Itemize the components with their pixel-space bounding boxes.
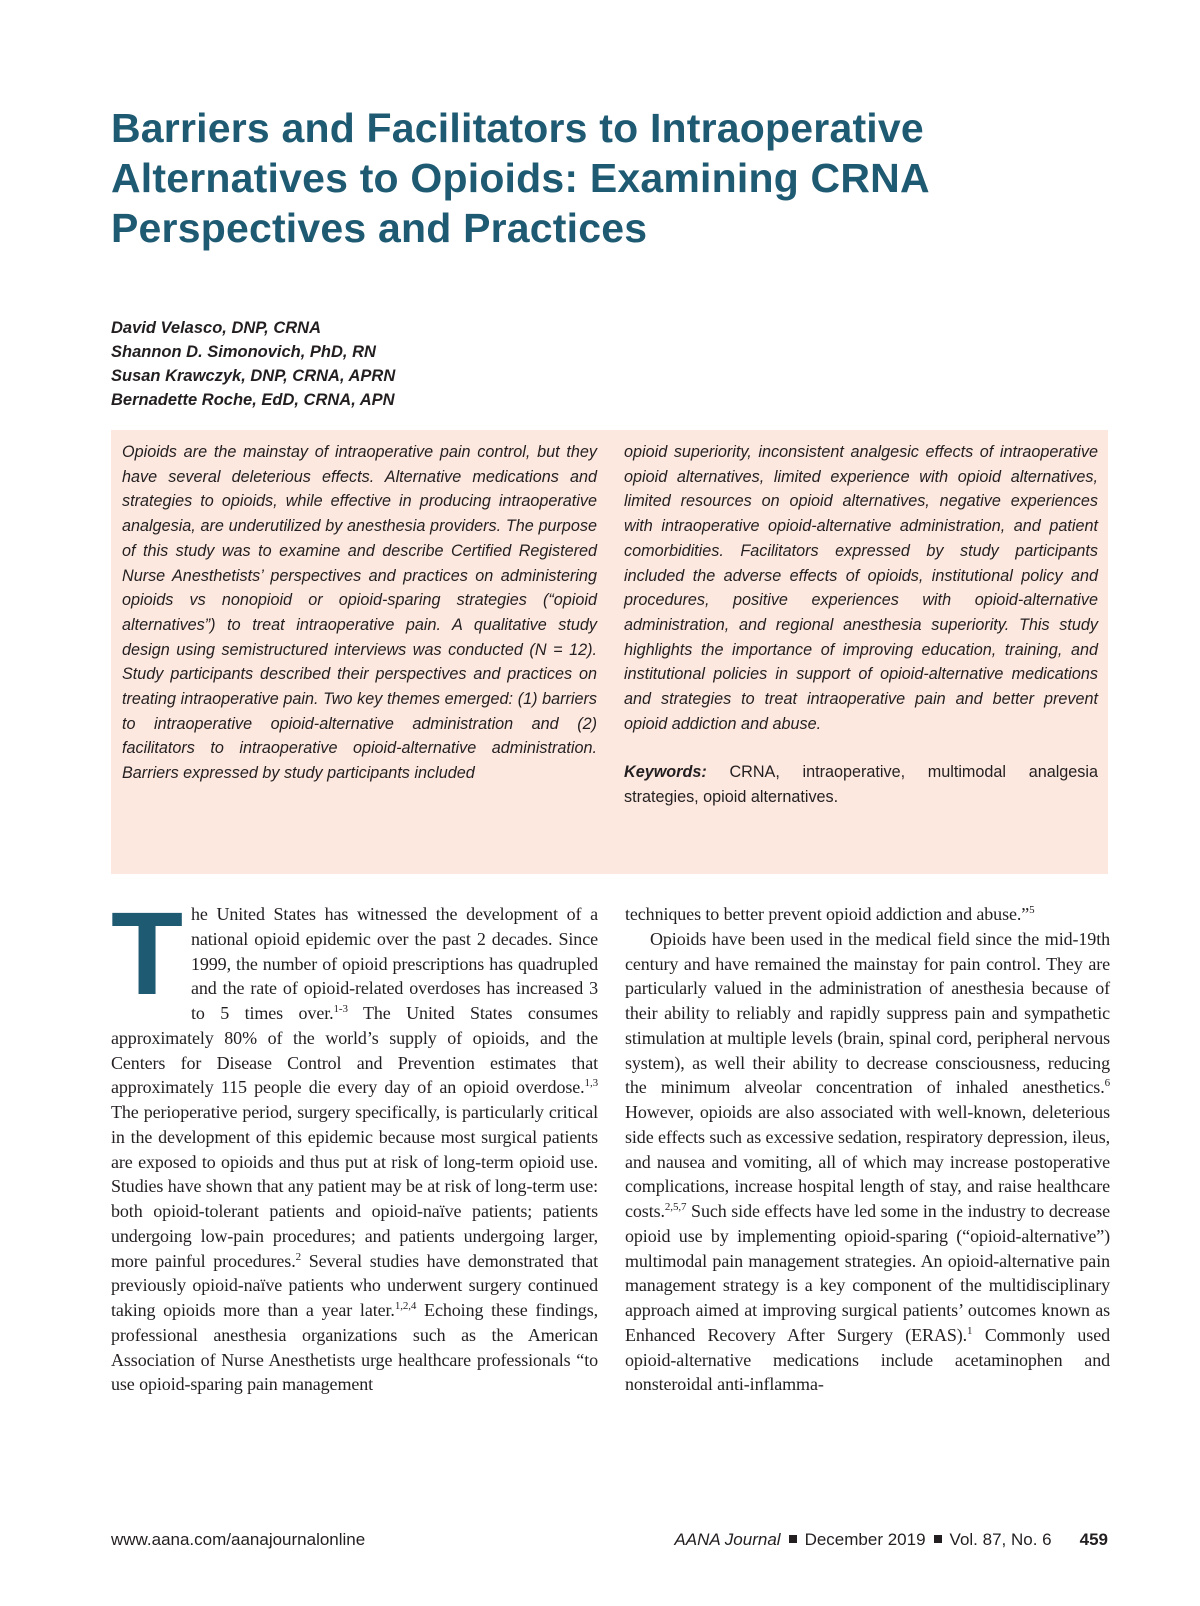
journal-info <box>674 1530 1108 1550</box>
author-name: Bernadette Roche, EdD, CRNA, APN <box>111 391 395 409</box>
body-paragraph: Opioids have been used in the medical field since the mid-19th century and have remained the mainstay for pain control. They are particularly valued in the administration of anesthesia because of their ability to reliably and rapidly suppress pain and sympathetic stimulation at multiple levels (brain, spinal cord, peripheral nervous system), as well their ability to decrease consciousness, reducing the minimum alveolar concentration of inhaled anesthetics.$^6$ However, opioids are also associated with well-known, deleterious side effects such as excessive sedation, respiratory depression, ileus, and nausea and vomiting, all of which may increase postoperative complications, increase hospital length of stay, and raise healthcare costs.$^{2,5,7}$ Such side effects have led some in the industry to decrease opioid use by implementing opioid-sparing (“opioid-alternative”) multimodal pain management strategies. An opioid-alternative pain management strategy is a key component of the multidisciplinary approach aimed at improving surgical patients’ outcomes known as Enhanced Recovery After Surgery (ERAS).$^1$ Commonly used opioid-alternative medications include acetaminophen and nonsteroidal anti-inflamma- <box>625 928 1110 1395</box>
square-bullet-icon <box>934 1535 942 1543</box>
author-name: Susan Krawczyk, DNP, CRNA, APRN <box>111 367 396 385</box>
author-name: Shannon D. Simonovich, PhD, RN <box>111 343 376 361</box>
page-number: 459 <box>1079 1530 1108 1549</box>
journal-name: AANA Journal <box>674 1530 781 1549</box>
drop-cap: T <box>111 888 183 1020</box>
author-list <box>111 316 811 412</box>
page-footer <box>111 1530 1108 1554</box>
abstract-column-left <box>122 440 597 786</box>
reference-marker: 1-3 <box>333 1003 348 1015</box>
abstract-text-left: Opioids are the mainstay of intraoperative pain control, but they have several deleterious effects. Alternative medications and strategies to opioids, while effective in producing intraoperative analgesia, are underutilized by anesthesia providers. The purpose of this study was to examine and describe Certified Registered Nurse Anesthetists’ perspectives and practices on administering opioids vs nonopioid or opioid-sparing strategies (“opioid alternatives”) to treat intraoperative pain. A qualitative study design using semistructured interviews was conducted (N = 12). Study participants described their perspectives and practices on treating intraoperative pain. Two key themes emerged: (1) barriers to intraoperative opioid-alternative administration and (2) facilitators to intraoperative opioid-alternative administration. Barriers expressed by study participants included <box>122 443 597 783</box>
abstract-column-right <box>624 440 1098 810</box>
author-name: David Velasco, DNP, CRNA <box>111 319 321 337</box>
abstract-box <box>111 430 1108 874</box>
issue-date: December 2019 <box>804 1530 926 1549</box>
keywords-label: Keywords: <box>624 763 707 782</box>
square-bullet-icon <box>789 1535 797 1543</box>
reference-marker: 6 <box>1104 1077 1110 1090</box>
body-column-right <box>625 902 1110 1397</box>
reference-marker: 1 <box>967 1324 973 1337</box>
body-paragraph: The United States has witnessed the development of a national opioid epidemic over the past 2 decades. Since 1999, the number of opioid prescriptions has quadrupled and the rate of opioid-related overdoses has increased 3 to 5 times over.$^{1-3}$ The United States consumes approximately 80% of the world’s supply of opioids, and the Centers for Disease Control and Prevention estimates that approximately 115 people die every day of an opioid overdose.$^{1,3}$ The perioperative period, surgery specifically, is particularly critical in the development of this epidemic because most surgical patients are exposed to opioids and thus put at risk of long-term opioid use. Studies have shown that any patient may be at risk of long-term use: both opioid-tolerant patients and opioid-naïve patients; patients undergoing low-pain procedures; and patients undergoing larger, more painful procedures.$^2$ Several studies have demonstrated that previously opioid-naïve patients who underwent surgery continued taking opioids more than a year later.$^{1,2,4}$ Echoing these findings, professional anesthesia organizations such as the American Association of Nurse Anesthetists urge healthcare professionals “to use opioid-sparing pain management <box>111 888 599 1395</box>
keywords <box>624 760 1098 809</box>
article-title: Barriers and Facilitators to Intraoperative Alternatives to Opioids: Examining CRNA Perspectives and Practices <box>111 105 929 251</box>
reference-marker: 1,3 <box>584 1077 598 1090</box>
body-column-left <box>111 888 599 1397</box>
reference-marker: 1,2,4 <box>394 1300 417 1312</box>
abstract-text-right: opioid superiority, inconsistent analgesic effects of intraoperative opioid alternatives, limited experience with opioid alternatives, limited resources on opioid alternatives, negative experiences with intraoperative opioid-alternative administration, and patient comorbidities. Facilitators expressed by study participants included the adverse effects of opioids, institutional policy and procedures, positive experiences with opioid-alternative administration, and regional anesthesia superiority. This study highlights the importance of improving education, training, and institutional policies in support of opioid-alternative medications and strategies to treat intraoperative pain and better prevent opioid addiction and abuse. <box>624 443 1098 733</box>
volume-number: Vol. 87, No. 6 <box>949 1530 1052 1549</box>
reference-marker: 2,5,7 <box>664 1201 687 1213</box>
keywords-text: CRNA, intraoperative, multimodal analgesia strategies, opioid alternatives. <box>624 763 1098 807</box>
reference-marker: 2 <box>295 1250 302 1263</box>
reference-marker: 5 <box>1029 904 1035 916</box>
journal-url[interactable]: www.aana.com/aanajournalonline <box>111 1530 366 1549</box>
body-paragraph: techniques to better prevent opioid addiction and abuse.”$^5$ <box>625 904 1035 924</box>
